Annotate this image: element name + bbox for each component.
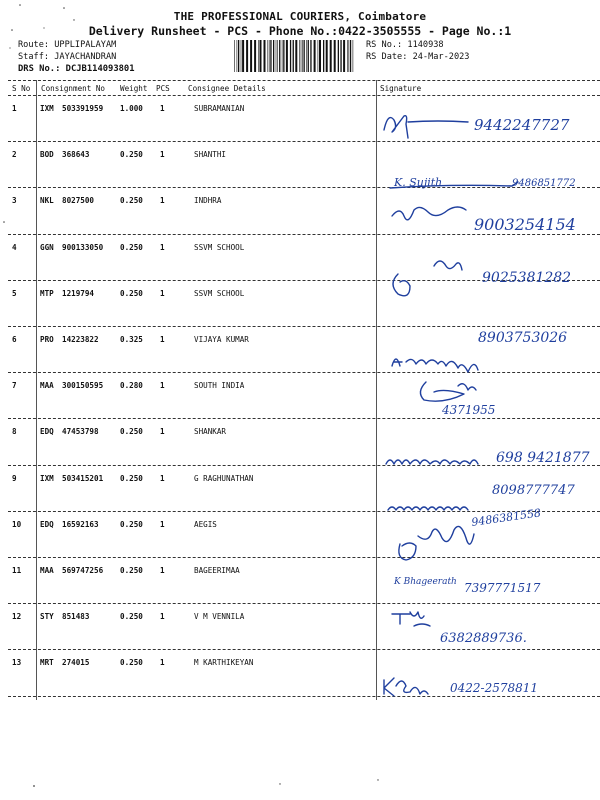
barcode-bar bbox=[277, 40, 278, 72]
signature-6-phone: 8903753026 bbox=[478, 330, 568, 346]
signature-11 bbox=[393, 577, 541, 595]
barcode-bar bbox=[269, 40, 270, 72]
row-consignment-prefix: STY bbox=[40, 612, 54, 622]
row-weight: 0.250 bbox=[120, 612, 143, 622]
barcode-bar bbox=[250, 40, 252, 72]
row-consignment-prefix: EDQ bbox=[40, 519, 54, 529]
signature-column bbox=[378, 96, 600, 700]
row-pcs: 1 bbox=[160, 288, 165, 298]
header-sno: S No bbox=[12, 84, 31, 93]
row-consignment-prefix: BOD bbox=[40, 150, 54, 160]
header-signature: Signature bbox=[380, 84, 422, 93]
barcode-bar bbox=[323, 40, 324, 72]
signature-9 bbox=[388, 483, 575, 510]
row-pcs: 1 bbox=[160, 335, 165, 344]
row-consignment-number: 503391959 bbox=[62, 104, 104, 113]
signature-2 bbox=[390, 176, 576, 189]
barcode-bar bbox=[340, 40, 341, 72]
row-consignment-number: 274015 bbox=[62, 658, 90, 668]
row-consignee: V M VENNILA bbox=[194, 612, 245, 622]
row-consignment-number: 569747256 bbox=[62, 566, 104, 575]
barcode-bar bbox=[350, 40, 351, 72]
signature-1-phone: 9442247727 bbox=[474, 116, 570, 134]
barcode-bar bbox=[349, 40, 350, 72]
row-weight: 0.250 bbox=[120, 519, 143, 529]
row-consignment-number: 851483 bbox=[62, 612, 90, 622]
signature-3 bbox=[392, 207, 576, 234]
barcode-bar bbox=[301, 40, 302, 72]
row-sno: 10 bbox=[12, 519, 22, 529]
row-consignee: M KARTHIKEYAN bbox=[194, 658, 254, 668]
barcode-bar bbox=[264, 40, 266, 72]
row-consignment-number: 8027500 bbox=[62, 196, 95, 206]
row-weight: 0.250 bbox=[120, 150, 143, 160]
signature-5-phone: 9025381282 bbox=[482, 270, 572, 286]
barcode-bar bbox=[330, 40, 332, 72]
company-title: THE PROFESSIONAL COURIERS, Coimbatore bbox=[173, 10, 427, 23]
row-consignment-number: 368643 bbox=[62, 150, 90, 160]
route-label: Route: UPPLIPALAYAM bbox=[18, 40, 117, 50]
row-weight: 0.250 bbox=[120, 288, 143, 298]
row-sno: 12 bbox=[12, 612, 22, 622]
row-consignment-prefix: PRO bbox=[40, 335, 54, 344]
signature-7-phone: 4371955 bbox=[442, 403, 496, 417]
barcode-bar bbox=[293, 40, 294, 72]
row-pcs: 1 bbox=[160, 519, 165, 529]
row-consignee: SOUTH INDIA bbox=[194, 381, 245, 391]
signature-8 bbox=[386, 450, 590, 466]
barcode-bar bbox=[308, 40, 309, 72]
barcode-bar bbox=[270, 40, 271, 72]
barcode-bar bbox=[238, 40, 239, 72]
row-consignment-number: 300150595 bbox=[62, 381, 104, 391]
barcode-bar bbox=[326, 40, 328, 72]
header-pcs: PCS bbox=[156, 84, 170, 93]
row-consignment-number: 1219794 bbox=[62, 288, 95, 298]
row-sno: 2 bbox=[12, 150, 17, 160]
drs-number: DRS No.: DCJB114093801 bbox=[18, 64, 135, 74]
row-consignee: SUBRAMANIAN bbox=[194, 104, 245, 113]
signature-12 bbox=[392, 612, 527, 646]
barcode-bar bbox=[279, 40, 280, 72]
column-divider bbox=[376, 80, 377, 700]
rs-number: RS No.: 1140938 bbox=[366, 40, 444, 50]
barcode-bar bbox=[241, 40, 242, 72]
barcode-bar bbox=[286, 40, 288, 72]
barcode-bar bbox=[314, 40, 316, 72]
barcode-bar bbox=[334, 40, 336, 72]
row-sno: 5 bbox=[12, 288, 17, 298]
barcode-bar bbox=[290, 40, 291, 72]
staff-label: Staff: JAYACHANDRAN bbox=[18, 52, 117, 62]
barcode bbox=[232, 40, 356, 72]
row-consignment-prefix: MRT bbox=[40, 658, 54, 668]
row-pcs: 1 bbox=[160, 473, 165, 483]
row-consignment-prefix: NKL bbox=[40, 196, 54, 206]
barcode-bar bbox=[282, 40, 283, 72]
row-sno: 11 bbox=[12, 566, 22, 575]
row-sno: 4 bbox=[12, 242, 17, 252]
barcode-bar bbox=[246, 40, 248, 72]
barcode-bar bbox=[353, 40, 354, 72]
column-divider bbox=[36, 80, 37, 700]
signature-3-phone: 9003254154 bbox=[474, 215, 576, 234]
barcode-bar bbox=[276, 40, 277, 72]
row-weight: 0.250 bbox=[120, 196, 143, 206]
barcode-bar bbox=[283, 40, 284, 72]
row-weight: 0.280 bbox=[120, 381, 143, 391]
row-consignee: INDHRA bbox=[194, 196, 222, 206]
barcode-bar bbox=[295, 40, 297, 72]
row-consignment-prefix: IXM bbox=[40, 104, 54, 113]
row-consignment-prefix: EDQ bbox=[40, 427, 54, 437]
signature-2-name: K. Sujith bbox=[394, 176, 443, 189]
row-consignee: SHANKAR bbox=[194, 427, 227, 437]
barcode-bar bbox=[302, 40, 303, 72]
row-pcs: 1 bbox=[160, 104, 165, 113]
barcode-bar bbox=[260, 40, 262, 72]
row-pcs: 1 bbox=[160, 658, 165, 668]
row-consignment-prefix: GGN bbox=[40, 242, 54, 252]
rs-date: RS Date: 24-Mar-2023 bbox=[366, 52, 470, 62]
signature-11-name: K Bhageerath bbox=[394, 577, 457, 587]
row-consignee: SSVM SCHOOL bbox=[194, 288, 245, 298]
row-consignee: G RAGHUNATHAN bbox=[194, 473, 254, 483]
barcode-bar bbox=[273, 40, 274, 72]
barcode-bar bbox=[343, 40, 345, 72]
barcode-bar bbox=[306, 40, 307, 72]
barcode-bar bbox=[258, 40, 259, 72]
row-consignment-prefix: MAA bbox=[40, 566, 54, 575]
row-sno: 7 bbox=[12, 381, 17, 391]
header-consignee: Consignee Details bbox=[188, 84, 266, 93]
row-weight: 0.250 bbox=[120, 566, 143, 575]
barcode-bar bbox=[338, 40, 339, 72]
header-consignment: Consignment No bbox=[41, 84, 106, 93]
row-consignment-number: 503415201 bbox=[62, 473, 104, 483]
signature-2-phone: 9486851772 bbox=[512, 178, 576, 189]
signature-9-phone: 8098777747 bbox=[492, 483, 575, 498]
signature-10 bbox=[399, 506, 542, 560]
signature-10-phone: 9486381558 bbox=[470, 506, 542, 529]
barcode-bar bbox=[310, 40, 311, 72]
row-consignment-number: 900133050 bbox=[62, 242, 104, 252]
barcode-bar bbox=[242, 40, 244, 72]
barcode-bar bbox=[319, 40, 321, 72]
row-consignment-number: 14223822 bbox=[62, 335, 99, 344]
row-pcs: 1 bbox=[160, 242, 165, 252]
barcode-bar bbox=[304, 40, 305, 72]
row-sno: 6 bbox=[12, 335, 17, 344]
signature-8-phone: 698 9421877 bbox=[496, 450, 590, 466]
row-pcs: 1 bbox=[160, 612, 165, 622]
row-consignment-number: 47453798 bbox=[62, 427, 99, 437]
row-consignment-prefix: MAA bbox=[40, 381, 54, 391]
barcode-bar bbox=[347, 40, 348, 72]
row-consignee: AEGIS bbox=[194, 519, 217, 529]
barcode-bar bbox=[234, 40, 235, 72]
row-weight: 1.000 bbox=[120, 104, 143, 113]
row-weight: 0.250 bbox=[120, 427, 143, 437]
row-consignment-prefix: IXM bbox=[40, 473, 54, 483]
row-pcs: 1 bbox=[160, 566, 165, 575]
signature-5 bbox=[482, 270, 571, 286]
row-consignment-prefix: MTP bbox=[40, 288, 54, 298]
header-weight: Weight bbox=[120, 84, 148, 93]
signature-1 bbox=[384, 116, 570, 138]
barcode-bar bbox=[268, 40, 269, 72]
row-sno: 1 bbox=[12, 104, 17, 113]
row-weight: 0.325 bbox=[120, 335, 143, 344]
signature-4 bbox=[393, 261, 462, 296]
row-consignment-number: 16592163 bbox=[62, 519, 99, 529]
row-consignee: SSVM SCHOOL bbox=[194, 242, 245, 252]
barcode-bar bbox=[254, 40, 256, 72]
row-pcs: 1 bbox=[160, 427, 165, 437]
signature-6 bbox=[392, 330, 567, 372]
barcode-bar bbox=[237, 40, 238, 72]
row-pcs: 1 bbox=[160, 381, 165, 391]
row-weight: 0.250 bbox=[120, 658, 143, 668]
runsheet-title: Delivery Runsheet - PCS - Phone No.:0422-3505555 - Page No.:1 bbox=[88, 24, 512, 38]
row-sno: 8 bbox=[12, 427, 17, 437]
signature-12-phone: 6382889736. bbox=[440, 631, 527, 646]
row-sno: 3 bbox=[12, 196, 17, 206]
row-weight: 0.250 bbox=[120, 242, 143, 252]
signature-11-phone: 7397771517 bbox=[464, 581, 541, 595]
row-sno: 9 bbox=[12, 473, 17, 483]
signature-13 bbox=[384, 678, 538, 696]
signature-7 bbox=[420, 382, 495, 417]
row-weight: 0.250 bbox=[120, 473, 143, 483]
row-sno: 13 bbox=[12, 658, 22, 668]
barcode-bar bbox=[318, 40, 319, 72]
row-pcs: 1 bbox=[160, 150, 165, 160]
table-top-rule bbox=[8, 80, 600, 81]
row-consignee: BAGEERIMAA bbox=[194, 566, 240, 575]
row-consignee: VIJAYA KUMAR bbox=[194, 335, 249, 344]
row-consignee: SHANTHI bbox=[194, 150, 227, 160]
row-pcs: 1 bbox=[160, 196, 165, 206]
barcode-bar bbox=[299, 40, 300, 72]
signature-13-phone: 0422-2578811 bbox=[450, 681, 539, 695]
